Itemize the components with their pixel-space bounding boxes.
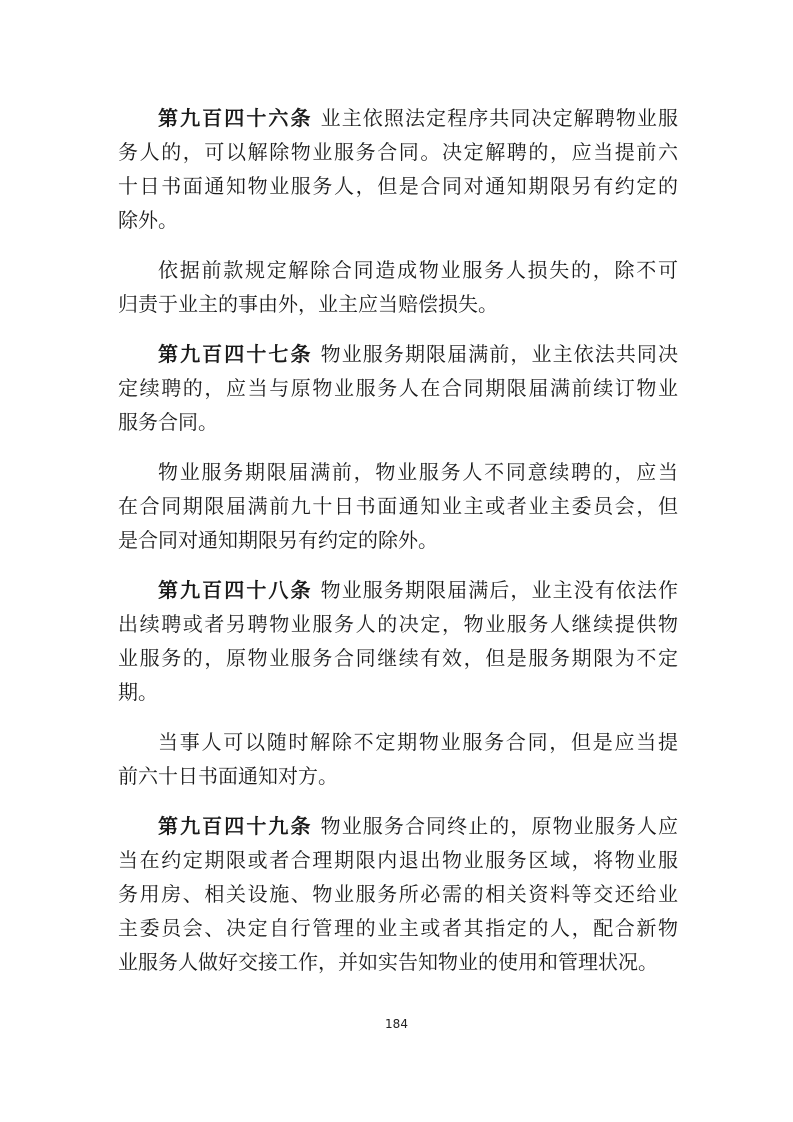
text-line: 当在约定期限或者合理期限内退出物业服务区域，将物业服 xyxy=(118,848,678,872)
article-title: 第九百四十八条 xyxy=(158,578,313,602)
text-line: 定续聘的，应当与原物业服务人在合同期限届满前续订物业 xyxy=(118,376,678,400)
text-line: 是合同对通知期限另有约定的除外。 xyxy=(118,528,438,552)
text-line: 业主依照法定程序共同决定解聘物业服 xyxy=(320,106,679,130)
article-949 xyxy=(118,809,678,979)
page-number: 184 xyxy=(385,1017,408,1031)
text-line: 当事人可以随时解除不定期物业服务合同，但是应当提 xyxy=(158,730,678,754)
text-line: 除外。 xyxy=(118,208,178,232)
article-947 xyxy=(118,337,678,439)
text-line: 归责于业主的事由外，业主应当赔偿损失。 xyxy=(118,292,498,316)
article-title: 第九百四十七条 xyxy=(158,342,313,366)
article-title: 第九百四十九条 xyxy=(158,814,313,838)
paragraph xyxy=(118,455,678,557)
text-line: 务人的，可以解除物业服务合同。决定解聘的，应当提前六 xyxy=(118,140,678,164)
article-946 xyxy=(118,101,678,237)
text-line: 服务合同。 xyxy=(118,410,218,434)
paragraph xyxy=(118,253,678,321)
text-line: 务用房、相关设施、物业服务所必需的相关资料等交还给业 xyxy=(118,882,678,906)
text-line: 物业服务期限届满前，业主依法共同决 xyxy=(320,342,679,366)
text-line: 期。 xyxy=(118,680,158,704)
text-line: 物业服务期限届满前，物业服务人不同意续聘的，应当 xyxy=(158,460,678,484)
text-line: 业服务的，原物业服务合同继续有效，但是服务期限为不定 xyxy=(118,646,678,670)
text-line: 依据前款规定解除合同造成物业服务人损失的，除不可 xyxy=(158,258,678,282)
text-line: 物业服务合同终止的，原物业服务人应 xyxy=(320,814,679,838)
text-line: 物业服务期限届满后，业主没有依法作 xyxy=(320,578,679,602)
article-948 xyxy=(118,573,678,709)
paragraph xyxy=(118,725,678,793)
article-title: 第九百四十六条 xyxy=(158,106,313,130)
text-line: 主委员会、决定自行管理的业主或者其指定的人，配合新物 xyxy=(118,916,678,940)
text-line: 业服务人做好交接工作，并如实告知物业的使用和管理状况。 xyxy=(118,950,658,974)
text-line: 出续聘或者另聘物业服务人的决定，物业服务人继续提供物 xyxy=(118,612,678,636)
text-line: 前六十日书面通知对方。 xyxy=(118,764,338,788)
text-line: 在合同期限届满前九十日书面通知业主或者业主委员会，但 xyxy=(118,494,678,518)
text-line: 十日书面通知物业服务人，但是合同对通知期限另有约定的 xyxy=(118,174,678,198)
document-body xyxy=(118,101,678,979)
